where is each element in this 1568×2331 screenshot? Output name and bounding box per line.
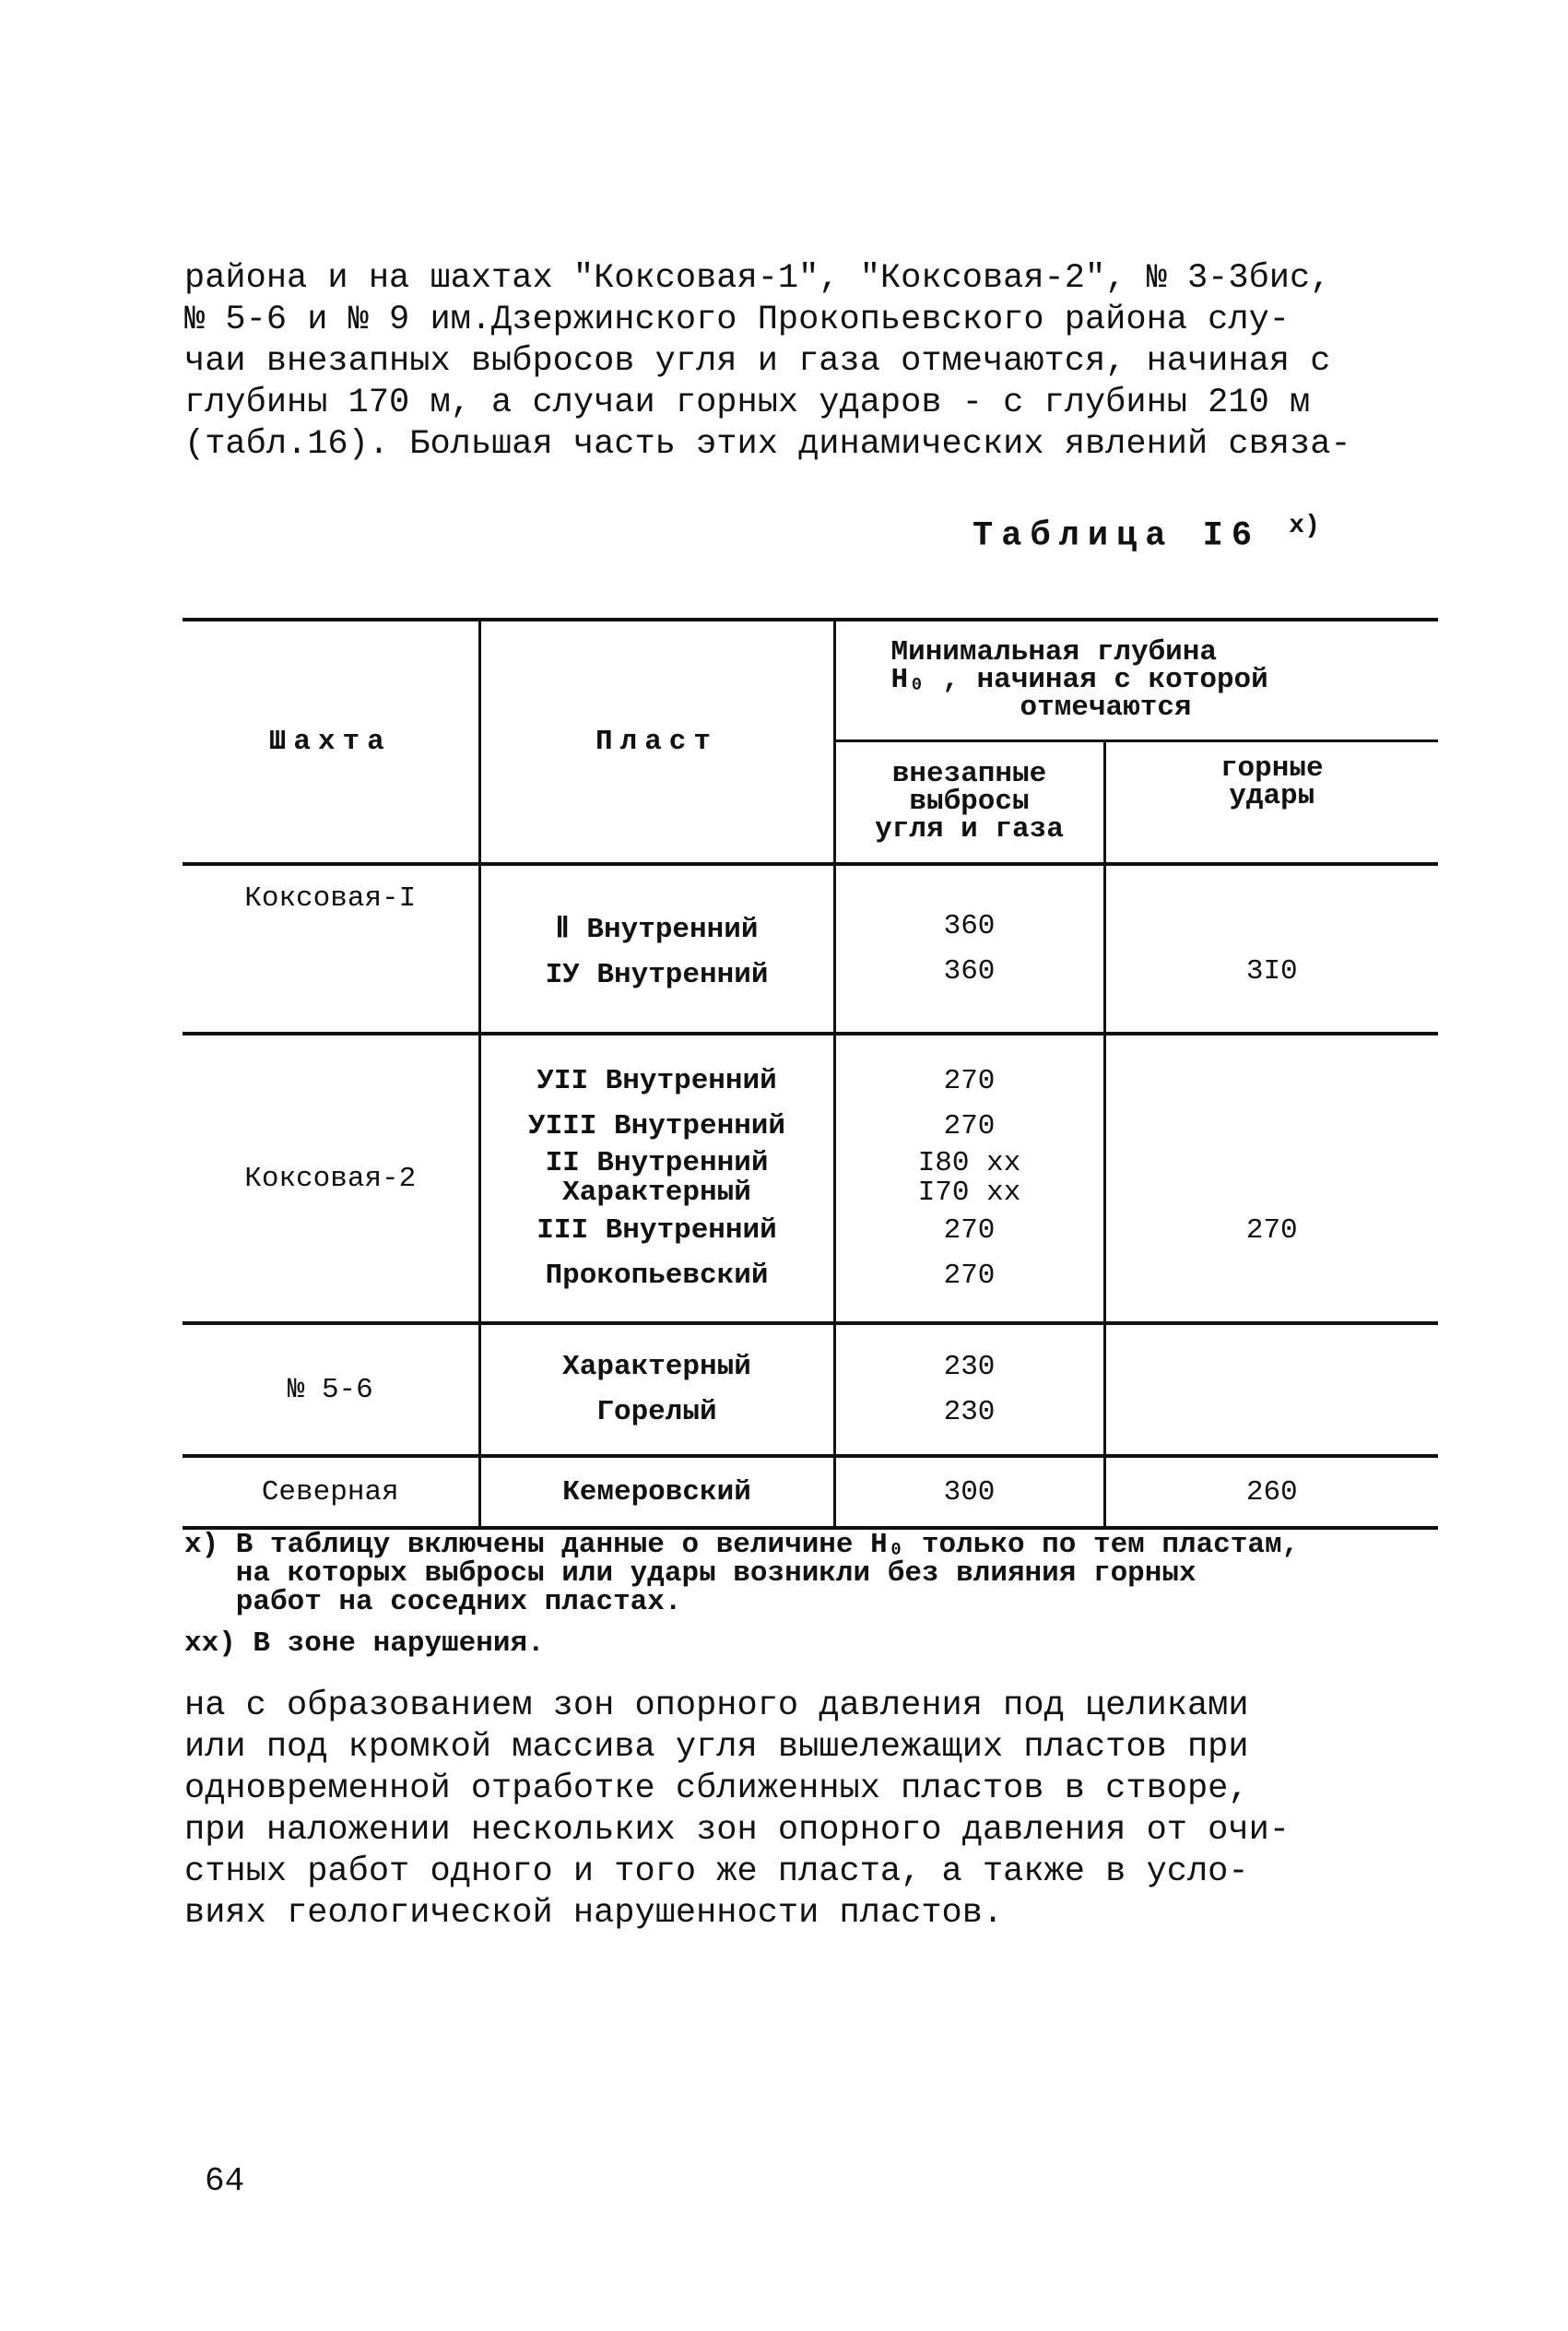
header-line: выбросы <box>909 786 1030 818</box>
text-line: на с образованием зон опорного давления под целиками <box>184 1686 1249 1725</box>
header-line: внезапные <box>891 758 1047 790</box>
shaft-cell: № 5-6 <box>183 1323 479 1456</box>
text-line: стных работ одного и того же пласта, а также в усло- <box>184 1852 1249 1891</box>
outburst-depth: I70 xx <box>917 1177 1021 1209</box>
header-line: отмечаются <box>1020 692 1192 724</box>
bump-depth: 260 <box>1245 1475 1298 1509</box>
table-row <box>183 1323 1438 1456</box>
table-caption <box>973 512 1320 555</box>
seam-name: УII Внутренний <box>536 1065 777 1097</box>
bump-depth <box>1106 1390 1439 1435</box>
outro-paragraph <box>184 1686 1410 1935</box>
outburst-depth: 270 <box>943 1214 996 1247</box>
text-line: или под кромкой массива угля вышележащих пластов при <box>184 1728 1249 1767</box>
footnote-zone: xx) В зоне нарушения. <box>184 1627 545 1660</box>
seam-cell <box>479 864 834 1034</box>
table-footnotes <box>184 1531 1438 1658</box>
text-line: глубины 170 м, а случаи горных ударов - с глубины 210 м <box>184 384 1311 422</box>
shaft-cell: Коксовая-I <box>183 864 479 1034</box>
table-caption-footnote-mark: x) <box>1289 512 1320 540</box>
seam-name: IУ Внутренний <box>545 959 769 991</box>
bumps-cell <box>1104 1456 1438 1528</box>
bump-depth <box>1106 1104 1439 1149</box>
outburst-depth: 300 <box>943 1475 996 1509</box>
header-seam: Пласт <box>479 620 834 864</box>
header-bumps <box>1104 741 1438 865</box>
seam-name: УIII Внутренний <box>527 1110 786 1142</box>
bump-depth <box>1106 1059 1439 1104</box>
table-caption-text: Таблица I6 <box>973 516 1261 556</box>
bump-depth <box>1106 1178 1439 1208</box>
seam-name: Ⅱ Внутренний <box>555 914 759 946</box>
text-line: чаи внезапных выбросов угля и газа отмечаются, начиная с <box>184 342 1331 381</box>
intro-paragraph <box>184 258 1410 466</box>
header-min-depth <box>834 620 1438 741</box>
outburst-depth: 270 <box>943 1065 996 1097</box>
seam-name: II Внутренний <box>545 1147 769 1179</box>
outburst-depth: 360 <box>943 955 996 988</box>
seam-cell <box>479 1456 834 1528</box>
bump-depth <box>1106 1149 1439 1178</box>
shaft-cell: Коксовая-2 <box>183 1034 479 1323</box>
seam-name: III Внутренний <box>536 1214 777 1247</box>
header-line: Минимальная глубина <box>890 636 1217 669</box>
seam-name: Характерный <box>562 1177 751 1209</box>
text-line: (табл.16). Большая часть этих динамических явлений связа- <box>184 425 1351 464</box>
header-line: удары <box>1229 780 1315 812</box>
text-line: района и на шахтах "Коксовая-1", "Коксовая-2", № 3-3бис, <box>184 259 1331 298</box>
footnote-line: работ на соседних пластах. <box>184 1586 682 1618</box>
bumps-cell <box>1104 864 1438 1034</box>
header-line: H₀ , начиная с которой <box>890 664 1268 696</box>
table-header-row <box>183 620 1438 741</box>
bump-depth <box>1106 1253 1439 1298</box>
bumps-cell <box>1104 1323 1438 1456</box>
table-row <box>183 1034 1438 1323</box>
text-line: при наложении нескольких зон опорного давления от очи- <box>184 1811 1290 1850</box>
seam-cell <box>479 1034 834 1323</box>
outburst-depth: 230 <box>943 1351 996 1383</box>
seam-name: Прокопьевский <box>545 1260 769 1292</box>
page-number: 64 <box>205 2162 245 2200</box>
outbursts-cell <box>834 1456 1104 1528</box>
header-outbursts <box>834 741 1104 865</box>
outbursts-cell <box>834 864 1104 1034</box>
header-shaft: Шахта <box>183 620 479 864</box>
bump-depth: 3I0 <box>1245 955 1298 988</box>
table-row <box>183 864 1438 1034</box>
seam-cell <box>479 1323 834 1456</box>
text-line: виях геологической нарушенности пластов. <box>184 1894 1004 1933</box>
text-line: одновременной отработке сближенных пластов в створе, <box>184 1769 1249 1808</box>
footnote-line: на которых выбросы или удары возникли без влияния горных <box>184 1557 1197 1590</box>
outburst-depth: 270 <box>943 1110 996 1142</box>
header-line: горные <box>1220 752 1324 785</box>
bump-depth: 270 <box>1245 1214 1298 1247</box>
outburst-depth: 360 <box>943 910 996 942</box>
bump-depth <box>1106 904 1439 949</box>
text-line: № 5-6 и № 9 им.Дзержинского Прокопьевского района слу- <box>184 301 1290 339</box>
seam-name: Кемеровский <box>562 1475 751 1509</box>
depth-table <box>183 618 1438 1530</box>
header-line: угля и газа <box>875 813 1064 846</box>
seam-name: Характерный <box>562 1351 751 1383</box>
footnote-line: x) В таблицу включены данные о величине H₀ только по тем пластам, <box>184 1529 1300 1561</box>
shaft-cell: Северная <box>183 1456 479 1528</box>
outbursts-cell <box>834 1323 1104 1456</box>
outburst-depth: I80 xx <box>917 1147 1021 1179</box>
seam-name: Горелый <box>596 1396 717 1428</box>
outbursts-cell <box>834 1034 1104 1323</box>
outburst-depth: 270 <box>943 1260 996 1292</box>
bumps-cell <box>1104 1034 1438 1323</box>
outburst-depth: 230 <box>943 1396 996 1428</box>
table-row <box>183 1456 1438 1528</box>
bump-depth <box>1106 1344 1439 1390</box>
